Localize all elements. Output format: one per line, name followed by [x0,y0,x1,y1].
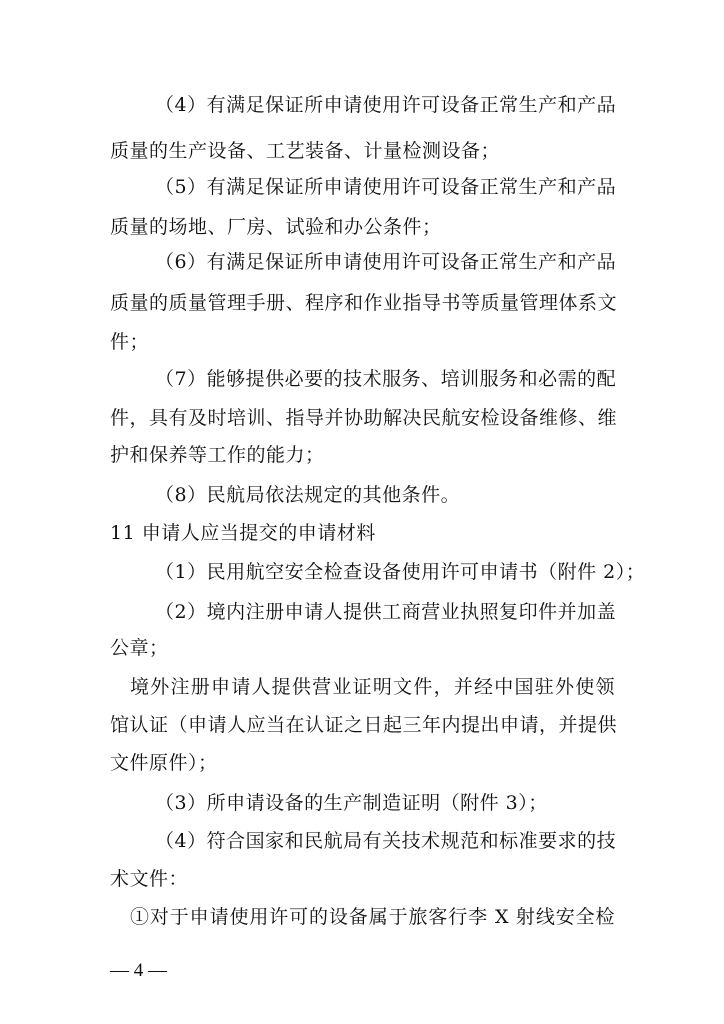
text-line: （6）有满足保证所申请使用许可设备正常生产和产品 [155,251,617,273]
text-line: （2）境内注册申请人提供工商营业执照复印件并加盖 [155,601,617,623]
text-line: 护和保养等工作的能力； [110,444,325,466]
text-line: （8）民航局依法规定的其他条件。 [155,484,461,506]
page-number: — 4 — [110,960,167,981]
text-line: 件； [110,331,150,353]
text-line: 质量的质量管理手册、程序和作业指导书等质量管理体系文 [110,292,618,314]
text-line: （4）有满足保证所申请使用许可设备正常生产和产品 [155,94,617,116]
text-line: 质量的场地、厂房、试验和办公条件； [110,216,442,238]
section-heading: 11 申请人应当提交的申请材料 [110,522,376,544]
text-line: 件，具有及时培训、指导并协助解决民航安检设备维修、维 [110,407,618,429]
text-line: （4）符合国家和民航局有关技术规范和标准要求的技 [155,830,617,852]
text-line: （1）民用航空安全检查设备使用许可申请书（附件 2）； [155,561,646,583]
text-line: 文件原件）； [110,752,218,774]
text-line: （3）所申请设备的生产制造证明（附件 3）； [155,792,548,814]
text-line: 境外注册申请人提供营业证明文件，并经中国驻外使领 [130,676,615,698]
text-line: （7）能够提供必要的技术服务、培训服务和必需的配 [155,368,617,390]
text-line: （5）有满足保证所申请使用许可设备正常生产和产品 [155,176,617,198]
text-line: 质量的生产设备、工艺装备、计量检测设备； [110,140,501,162]
text-line: ①对于申请使用许可的设备属于旅客行李 X 射线安全检 [130,906,615,928]
text-line: 馆认证（申请人应当在认证之日起三年内提出申请，并提供 [110,714,618,736]
text-line: 公章； [110,637,169,659]
text-line: 术文件： [110,868,189,890]
